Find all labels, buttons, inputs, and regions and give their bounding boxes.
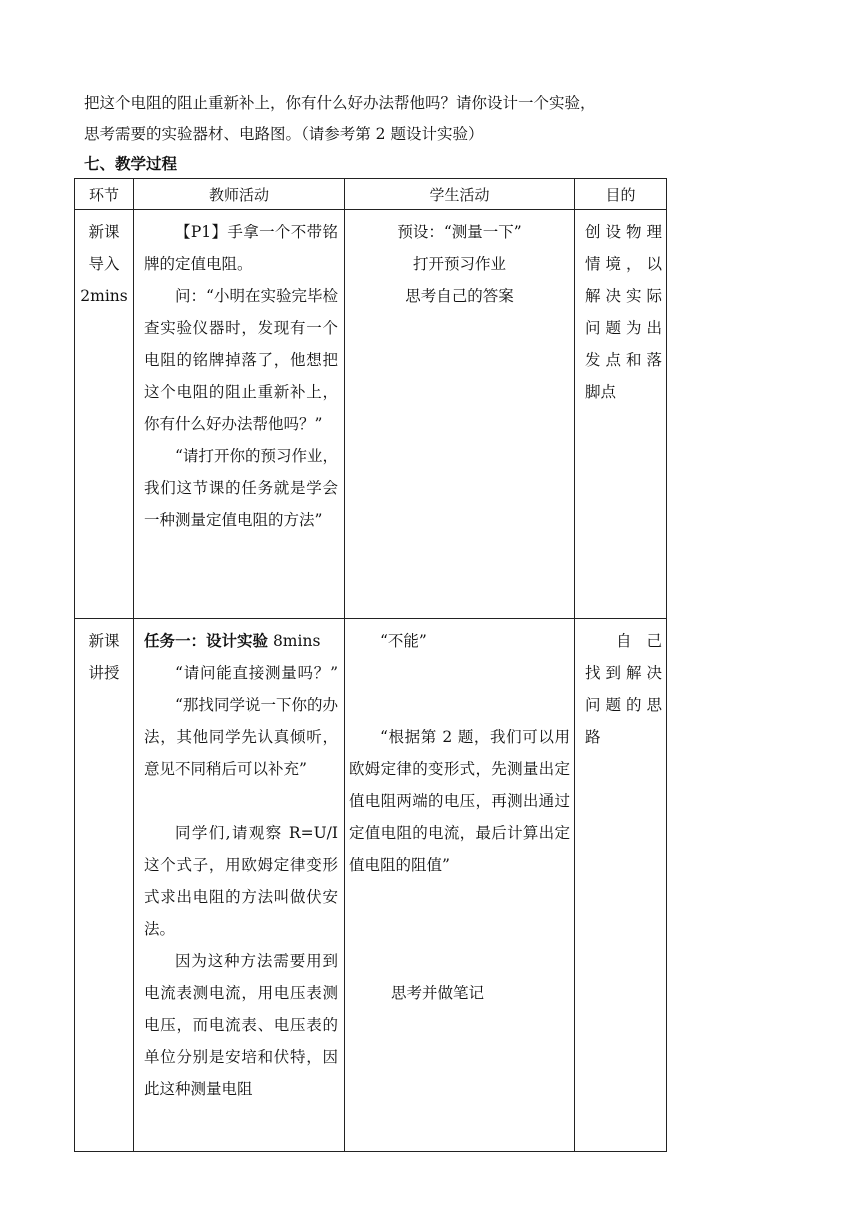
teacher-text: 因为这种方法需要用到电流表测电流，用电压表测电压，而电流表、电压表的单位分别是安培和伏特，因此这种测量电阻 xyxy=(144,952,338,1098)
header-goal: 目的 xyxy=(575,179,667,210)
intro-paragraph xyxy=(84,88,704,150)
teacher-text: 同学们,请观察 R=U/I 这个式子，用欧姆定律变形式求出电阻的方法叫做伏安法。 xyxy=(144,824,338,938)
header-student-activity: 学生活动 xyxy=(345,179,575,210)
student-text: “根据第 2 题，我们可以用欧姆定律的变形式，先测量出定值电阻两端的电压，再测出通过定值电阻的电流，最后计算出定值电阻的阻值” xyxy=(349,728,570,874)
student-text: 思考自己的答案 xyxy=(405,287,514,305)
task-title: 任务一：设计实验 8mins xyxy=(144,632,321,650)
student-text: 预设：“测量一下” xyxy=(397,223,522,241)
teacher-activity-cell xyxy=(134,210,345,619)
table-header-row xyxy=(75,179,667,210)
teacher-activity-cell xyxy=(134,619,345,1152)
teacher-text: “那找同学说一下你的办法，其他同学先认真倾听，意见不同稍后可以补充” xyxy=(144,696,338,778)
student-text: “不能” xyxy=(380,632,427,650)
goal-cell xyxy=(575,619,667,1152)
intro-line-2: 思考需要的实验器材、电路图。（请参考第 2 题设计实验） xyxy=(84,125,484,143)
stage-cell: 新课 讲授 xyxy=(75,619,134,1152)
section-heading: 七、教学过程 xyxy=(84,155,178,173)
teacher-text: 问：“小明在实验完毕检查实验仪器时，发现有一个电阻的铭牌掉落了，他想把这个电阻的阻止重新补上，你有什么好办法帮他吗？” xyxy=(144,287,338,433)
student-text: 思考并做笔记 xyxy=(391,984,485,1002)
goal-text: 创设物理情境，以解决实际问题为出发点和落脚点 xyxy=(585,223,662,401)
intro-line-1: 把这个电阻的阻止重新补上，你有什么好办法帮他吗？请你设计一个实验， xyxy=(84,94,596,112)
stage-cell: 新课 导入 2mins xyxy=(75,210,134,619)
teacher-text: “请问能直接测量吗？” xyxy=(175,664,338,682)
student-text: 打开预习作业 xyxy=(412,255,506,273)
student-activity-cell xyxy=(345,210,575,619)
table-row xyxy=(75,210,667,619)
goal-text: 自己找到解决问题的思路 xyxy=(585,632,662,746)
teaching-process-table xyxy=(74,178,667,1152)
header-teacher-activity: 教师活动 xyxy=(134,179,345,210)
teacher-text: 【P1】手拿一个不带铭牌的定值电阻。 xyxy=(144,223,338,273)
table-row xyxy=(75,619,667,1152)
teacher-text: “请打开你的预习作业，我们这节课的任务就是学会一种测量定值电阻的方法” xyxy=(144,447,338,529)
header-stage: 环节 xyxy=(75,179,134,210)
student-activity-cell xyxy=(345,619,575,1152)
goal-cell xyxy=(575,210,667,619)
